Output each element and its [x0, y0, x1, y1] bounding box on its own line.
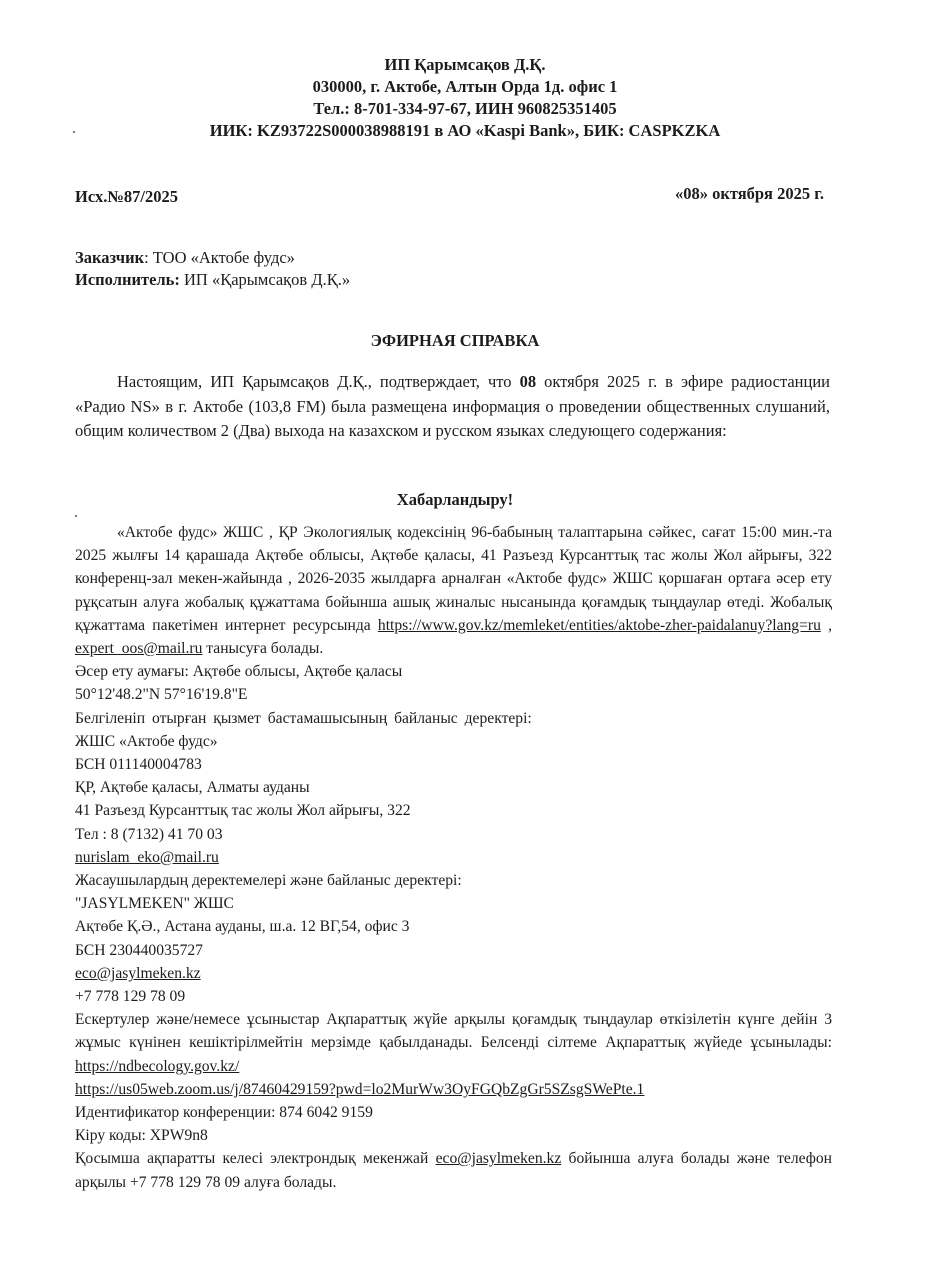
- initiator-phone: Тел : 8 (7132) 41 70 03: [75, 825, 223, 843]
- initiator-bin: БСН 011140004783: [75, 756, 202, 774]
- intro-date-bold: 08: [519, 372, 537, 391]
- executor-label: Исполнитель:: [75, 270, 180, 289]
- executor-value: ИП «Қарымсақов Д.Қ.»: [179, 270, 351, 289]
- initiator-heading: Белгіленіп отырған қызмет бастамашысының байланыс деректері:: [75, 709, 532, 727]
- developer-address: Ақтөбе Қ.Ә., Астана ауданы, ш.а. 12 ВГ,54, офис 3: [75, 918, 410, 936]
- document-date: «08» октября 2025 г.: [674, 184, 824, 203]
- intro-text-start: Настоящим, ИП Қарымсақов Д.Қ., подтверждает, что: [117, 372, 520, 391]
- developer-heading: Жасаушылардың деректемелері және байланыс деректері:: [75, 872, 462, 890]
- announcement-body: [75, 521, 832, 1194]
- initiator-name: ЖШС «Актобе фудс»: [75, 732, 218, 750]
- impact-area: Әсер ету аумағы: Ақтөбе облысы, Ақтөбе қаласы: [75, 663, 403, 681]
- announcement-title: Хабарландыру!: [396, 490, 514, 509]
- developer-name: "JASYLMEKEN" ЖШС: [75, 895, 234, 913]
- additional-text-end: бойынша алуға болады және телефон арқылы +7 778 129 78 09 алуға болады.: [75, 1150, 832, 1191]
- customer-line: [75, 247, 350, 269]
- additional-text-start: Қосымша ақпаратты келесі электрондық мекенжай: [75, 1150, 436, 1168]
- additional-email-link[interactable]: eco@jasylmeken.kz: [435, 1150, 562, 1168]
- executor-line: [75, 269, 350, 291]
- gov-kz-link[interactable]: https://www.gov.kz/memleket/entities/aktobe-zher-paidalanuy?lang=ru: [377, 616, 821, 634]
- remarks-paragraph: [75, 1008, 832, 1078]
- coordinates: 50°12'48.2"N 57°16'19.8"E: [75, 686, 248, 704]
- company-name: ИП Қарымсақов Д.Қ.: [384, 55, 546, 74]
- company-address: 030000, г. Актобе, Алтын Орда 1д. офис 1: [312, 77, 618, 96]
- developer-phone: +7 778 129 78 09: [75, 988, 186, 1006]
- document-title: ЭФИРНАЯ СПРАВКА: [370, 331, 540, 350]
- initiator-address: 41 Разъезд Курсанттық тас жолы Жол айрығы, 322: [75, 802, 411, 820]
- access-code: Кіру коды: XPW9n8: [75, 1127, 208, 1145]
- scan-speck: [75, 515, 77, 517]
- initiator-email-link[interactable]: nurislam_eko@mail.ru: [75, 848, 219, 866]
- initiator-city: ҚР, Ақтөбе қаласы, Алматы ауданы: [75, 779, 310, 797]
- customer-value: : ТОО «Актобе фудс»: [144, 248, 295, 267]
- announcement-text: «Актобе фудс» ЖШС , ҚР Экологиялық кодексінің 96-бабының талаптарына сәйкес, сағат 15:00 мин.-та 2025 жылғы 14 қарашада Ақтөбе облысы, Ақтөбе қаласы, 41 Разъезд Курсанттық тас жолы Жол айрығы, 322 конференц-зал мекен-жайында , 2026-2035 жылдарға арналған «Актобе фудс» ЖШС қоршаған ортаға әсер ету рұқсатын алуға жобалық құжаттама бойынша ашық жиналыс нысанында қоғамдық тыңдаулар өтеді. Жобалық құжаттама пакетімен интернет ресурсында: [75, 524, 832, 634]
- announcement-paragraph: [75, 521, 832, 660]
- zoom-link[interactable]: https://us05web.zoom.us/j/87460429159?pwd=lo2MurWw3OyFGQbZgGr5SZsgSWePte.1: [75, 1080, 645, 1098]
- intro-text-end: октября 2025 г. в эфире радиостанции «Радио NS» в г. Актобе (103,8 FM) была размещена информация о проведении общественных слушаний, общим количеством 2 (Два) выхода на казахском и русском языках следующего содержания:: [75, 372, 831, 440]
- ndbecology-link[interactable]: https://ndbecology.gov.kz/: [75, 1057, 240, 1075]
- company-phone-iin: Тел.: 8-701-334-97-67, ИИН 960825351405: [313, 99, 617, 118]
- customer-label: Заказчик: [75, 248, 145, 267]
- additional-info-paragraph: [75, 1147, 832, 1193]
- remarks-text: Ескертулер және/немесе ұсыныстар Ақпараттық жүйе арқылы қоғамдық тыңдаулар өткізілетін күнге дейін 3 жұмыс күнінен кешіктірілмейтін мерзімде қабылданады. Белсенді сілтеме Ақпараттық жүйеде ұсынылады:: [75, 1011, 832, 1052]
- separator: ,: [820, 616, 832, 634]
- developer-bin: БСН 230440035727: [75, 941, 203, 959]
- scan-speck: [73, 131, 75, 133]
- parties-block: [75, 247, 350, 291]
- conference-id: Идентификатор конференции: 874 6042 9159: [75, 1104, 373, 1122]
- announcement-text-end: танысуға болады.: [202, 640, 324, 658]
- letterhead: [0, 54, 930, 142]
- outgoing-number: Исх.№87/2025: [75, 187, 178, 206]
- developer-email-link[interactable]: eco@jasylmeken.kz: [75, 964, 201, 982]
- company-bank-details: ИИК: KZ93722S000038988191 в АО «Kaspi Bank», БИК: CASPKZKA: [209, 121, 721, 140]
- intro-paragraph: [75, 370, 830, 444]
- expert-email-link[interactable]: expert_oos@mail.ru: [75, 640, 203, 658]
